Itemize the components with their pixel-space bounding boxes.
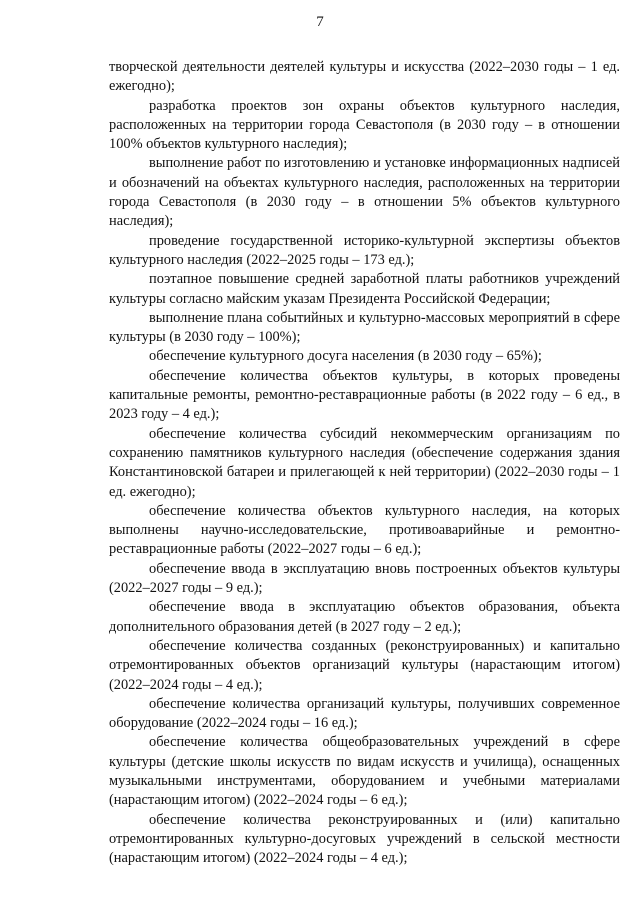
paragraph: поэтапное повышение средней заработной платы работников учреждений культуры согласно майским указам Президента Российской Федерации; bbox=[109, 271, 620, 307]
page-number: 7 bbox=[316, 14, 324, 30]
paragraph: выполнение работ по изготовлению и установке информационных надписей и обозначений на объектах культурного наследия, расположенных на территории города Севастополя (в 2030 году – в отношении 5% объектов культурного наследия); bbox=[109, 155, 620, 230]
paragraph: обеспечение количества общеобразовательных учреждений в сфере культуры (детские школы искусств по видам искусств и училища), оснащенных музыкальными инструментами, оборудованием и учебными материалами (нарастающим итогом) (2022–2024 годы – 6 ед.); bbox=[109, 734, 620, 809]
paragraph: творческой деятельности деятелей культуры и искусства (2022–2030 годы – 1 ед. ежегодно); bbox=[109, 59, 620, 95]
paragraph: обеспечение количества реконструированных и (или) капитально отремонтированных культурно-досуговых учреждений в сельской местности (нарастающим итогом) (2022–2024 годы – 4 ед.); bbox=[109, 811, 620, 867]
paragraph: обеспечение количества объектов культурного наследия, на которых выполнены научно-исследовательские, противоаварийные и ремонтно-реставрационные работы (2022–2027 годы – 6 ед.); bbox=[109, 502, 620, 558]
paragraph: обеспечение ввода в эксплуатацию вновь построенных объектов культуры (2022–2027 годы – 9 ед.); bbox=[109, 560, 620, 597]
paragraph: обеспечение количества объектов культуры, в которых проведены капитальные ремонты, ремонтно-реставрационные работы (в 2022 году – 6 ед., в 2023 году – 4 ед.); bbox=[109, 367, 620, 423]
paragraph: обеспечение ввода в эксплуатацию объектов образования, объекта дополнительного образования детей (в 2027 году – 2 ед.); bbox=[109, 599, 620, 635]
paragraph: обеспечение количества организаций культуры, получивших современное оборудование (2022–2024 годы – 16 ед.); bbox=[109, 695, 620, 732]
paragraph: разработка проектов зон охраны объектов культурного наследия, расположенных на территории города Севастополя (в 2030 году – в отношении 100% объектов культурного наследия); bbox=[109, 97, 620, 153]
paragraph: обеспечение количества субсидий некоммерческим организациям по сохранению памятников культурного наследия (обеспечение содержания здания Константиновской батареи и прилегающей к ней территории) (2022–2030 годы – 1 ед. ежегодно); bbox=[109, 425, 620, 500]
paragraph: выполнение плана событийных и культурно-массовых мероприятий в сфере культуры (в 2030 году – 100%); bbox=[109, 309, 620, 346]
paragraph: обеспечение количества созданных (реконструированных) и капитально отремонтированных объектов организаций культуры (нарастающим итогом) (2022–2024 годы – 4 ед.); bbox=[109, 637, 620, 693]
paragraph: обеспечение культурного досуга населения (в 2030 году – 65%); bbox=[149, 348, 542, 365]
paragraph: проведение государственной историко-культурной экспертизы объектов культурного наследия (2022–2025 годы – 173 ед.); bbox=[109, 232, 620, 268]
document-body bbox=[109, 58, 620, 868]
